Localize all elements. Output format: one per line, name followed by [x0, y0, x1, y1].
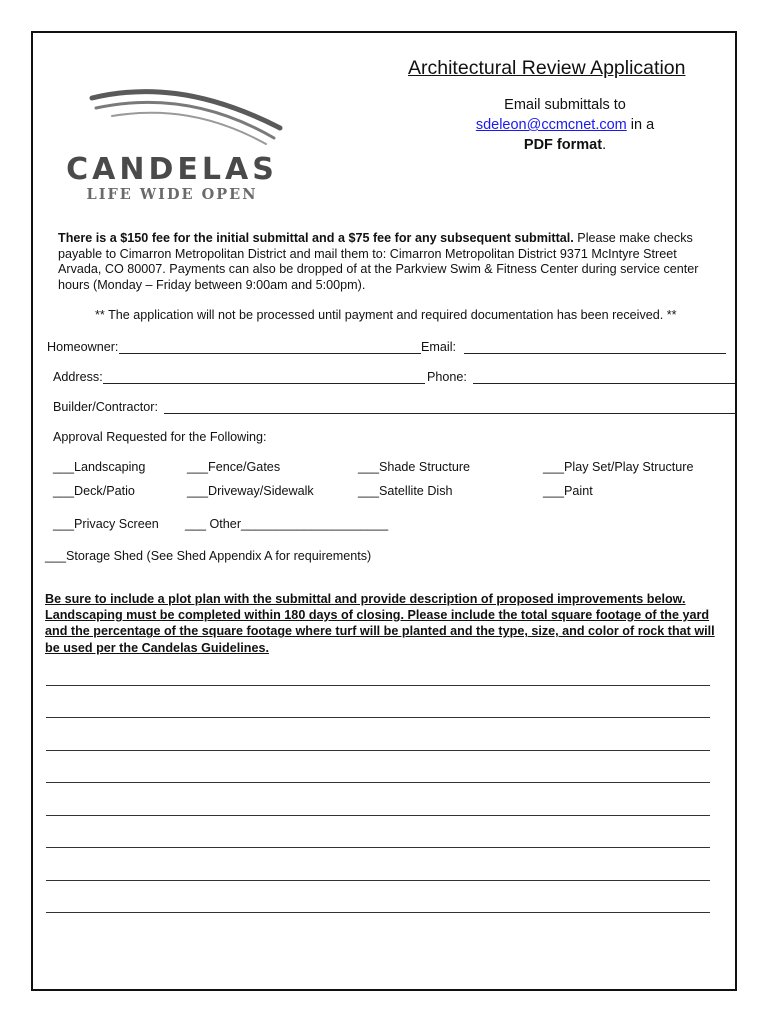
logo-swoosh-icon: [52, 86, 292, 150]
processing-notice: ** The application will not be processed until payment and required documentation has been received. **: [95, 308, 677, 322]
email-field[interactable]: [464, 353, 726, 354]
address-label: Address:: [53, 370, 103, 384]
fee-details-text: Please make checks payable to Cimarron Metropolitan District and mail them to: Cimarron Metropolitan District 9371 McIntyre Street Arvada, CO 80007. Payments can also be dropped of at the Parkview Swim & Fitness Center during service center hours (Monday – Friday between 9:00am and 5:00pm).: [58, 231, 699, 292]
option-landscaping[interactable]: ___Landscaping: [53, 460, 146, 474]
option-storage-shed[interactable]: ___Storage Shed (See Shed Appendix A for requirements): [45, 549, 372, 563]
description-line[interactable]: [46, 847, 710, 848]
description-line[interactable]: [46, 782, 710, 783]
option-satellite-dish[interactable]: ___Satellite Dish: [358, 484, 453, 498]
format-line: PDF format.: [523, 137, 607, 153]
builder-field[interactable]: [164, 413, 736, 414]
logo-wordmark: CANDELAS: [66, 152, 278, 187]
option-shade-structure[interactable]: ___Shade Structure: [358, 460, 471, 474]
email-label: Email:: [421, 340, 456, 354]
fee-bold-text: There is a $150 fee for the initial submittal and a $75 fee for any subsequent submittal.: [58, 231, 574, 245]
email-line: [445, 117, 685, 133]
description-line[interactable]: [46, 880, 710, 881]
description-line[interactable]: [46, 717, 710, 718]
description-line[interactable]: [46, 685, 710, 686]
option-play-set[interactable]: ___Play Set/Play Structure: [543, 460, 694, 474]
address-field[interactable]: [103, 383, 425, 384]
option-paint[interactable]: ___Paint: [543, 484, 593, 498]
option-driveway-sidewalk[interactable]: ___Driveway/Sidewalk: [187, 484, 314, 498]
description-line[interactable]: [46, 815, 710, 816]
option-other[interactable]: ___ Other_____________________: [185, 517, 389, 531]
phone-field[interactable]: [473, 383, 735, 384]
description-line[interactable]: [46, 750, 710, 751]
candelas-logo: [52, 86, 292, 204]
phone-label: Phone:: [427, 370, 467, 384]
homeowner-label: Homeowner:: [47, 340, 119, 354]
builder-label: Builder/Contractor:: [53, 400, 158, 414]
logo-tagline: LIFE WIDE OPEN: [86, 186, 258, 203]
pdf-format-text: PDF format: [523, 137, 603, 153]
option-deck-patio[interactable]: ___Deck/Patio: [53, 484, 135, 498]
email-suffix: in a: [626, 117, 655, 133]
page-title: Architectural Review Application: [408, 57, 686, 79]
submittal-instructions: Be sure to include a plot plan with the submittal and provide description of proposed improvements below. Landscaping must be completed within 180 days of closing. Please include the total square footage of the yard and the percentage of the square footage where turf will be planted and the type, size, and color of rock that will be used per the Candelas Guidelines.: [45, 592, 715, 655]
fee-paragraph: [58, 231, 718, 293]
description-line[interactable]: [46, 912, 710, 913]
homeowner-field[interactable]: [119, 353, 421, 354]
approval-heading: Approval Requested for the Following:: [53, 430, 267, 444]
option-privacy-screen[interactable]: ___Privacy Screen: [53, 517, 159, 531]
email-link[interactable]: sdeleon@ccmcnet.com: [475, 117, 627, 133]
email-instruction: Email submittals to: [504, 97, 626, 113]
option-fence-gates[interactable]: ___Fence/Gates: [187, 460, 281, 474]
